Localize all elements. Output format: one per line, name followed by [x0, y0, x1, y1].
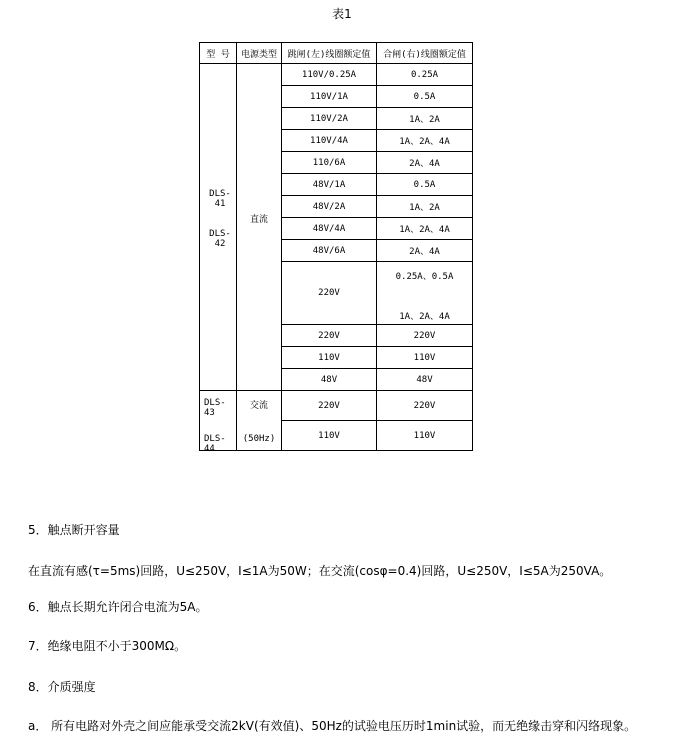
trip-value: 48V/2A [282, 196, 377, 218]
header-close-rating: 合闸(右)线圈额定值 [377, 43, 473, 64]
power-type-dc [237, 64, 282, 391]
model-cell-ac [200, 391, 237, 454]
close-value: 220V [377, 391, 473, 421]
power-type-dc-label: 直流 [249, 215, 268, 225]
section-6-text: 6．触点长期允许闭合电流为5A。 [28, 600, 208, 614]
close-value: 2A、4A [377, 240, 473, 262]
trip-value: 110V/1A [282, 86, 377, 108]
power-type-ac-frequency: (50Hz) [242, 434, 276, 444]
close-value: 1A、2A、4A [377, 218, 473, 240]
trip-value: 48V/6A [282, 240, 377, 262]
section-5-heading: 5．触点断开容量 [28, 523, 120, 537]
trip-value: 110V [282, 347, 377, 369]
close-value: 1A、2A [377, 108, 473, 130]
trip-value: 110V/4A [282, 130, 377, 152]
model-cell-dc [200, 64, 237, 391]
trip-value: 48V [282, 369, 377, 391]
close-value: 2A、4A [377, 152, 473, 174]
header-power-type: 电源类型 [237, 43, 282, 64]
close-value: 0.5A [377, 174, 473, 196]
table-row [200, 391, 473, 421]
model-dls-42: DLS-42 [209, 229, 231, 249]
close-value-split [377, 262, 473, 325]
section-8-heading: 8．介质强度 [28, 680, 96, 694]
trip-value: 110/6A [282, 152, 377, 174]
section-5-body: 在直流有感(τ=5ms)回路，U≤250V，I≤1A为50W；在交流(cosφ=0.4)回路，U≤250V，I≤5A为250VA。 [28, 564, 612, 578]
trip-value: 48V/1A [282, 174, 377, 196]
close-value-line-2: 1A、2A、4A [399, 312, 450, 322]
table-header-row [200, 43, 473, 64]
table-caption: 表1 [332, 7, 352, 21]
close-value: 110V [377, 347, 473, 369]
model-dls-43: DLS-43 [204, 398, 226, 418]
trip-value: 220V [282, 391, 377, 421]
trip-value: 110V [282, 421, 377, 451]
header-model: 型 号 [200, 43, 237, 64]
trip-value: 48V/4A [282, 218, 377, 240]
model-dls-44: DLS-44 [204, 434, 226, 454]
close-value: 1A、2A [377, 196, 473, 218]
close-value: 0.25A [377, 64, 473, 86]
trip-value: 110V/0.25A [282, 64, 377, 86]
power-type-ac-label: 交流 [249, 401, 268, 411]
close-value: 110V [377, 421, 473, 451]
close-value: 1A、2A、4A [377, 130, 473, 152]
trip-value: 220V [282, 325, 377, 347]
section-7-text: 7．绝缘电阻不小于300MΩ。 [28, 639, 187, 653]
close-value: 220V [377, 325, 473, 347]
trip-value: 110V/2A [282, 108, 377, 130]
spec-table [199, 42, 473, 454]
close-value: 48V [377, 369, 473, 391]
close-value: 0.5A [377, 86, 473, 108]
header-trip-rating: 跳闸(左)线圈额定值 [282, 43, 377, 64]
trip-value: 220V [282, 262, 377, 325]
model-dls-41: DLS-41 [209, 189, 231, 209]
table-row [200, 64, 473, 86]
close-value-line-1: 0.25A、0.5A [395, 272, 454, 282]
section-8a-text: a． 所有电路对外壳之间应能承受交流2kV(有效值)、50Hz的试验电压历时1min试验，而无绝缘击穿和闪络现象。 [28, 719, 637, 733]
power-type-ac [237, 391, 282, 451]
